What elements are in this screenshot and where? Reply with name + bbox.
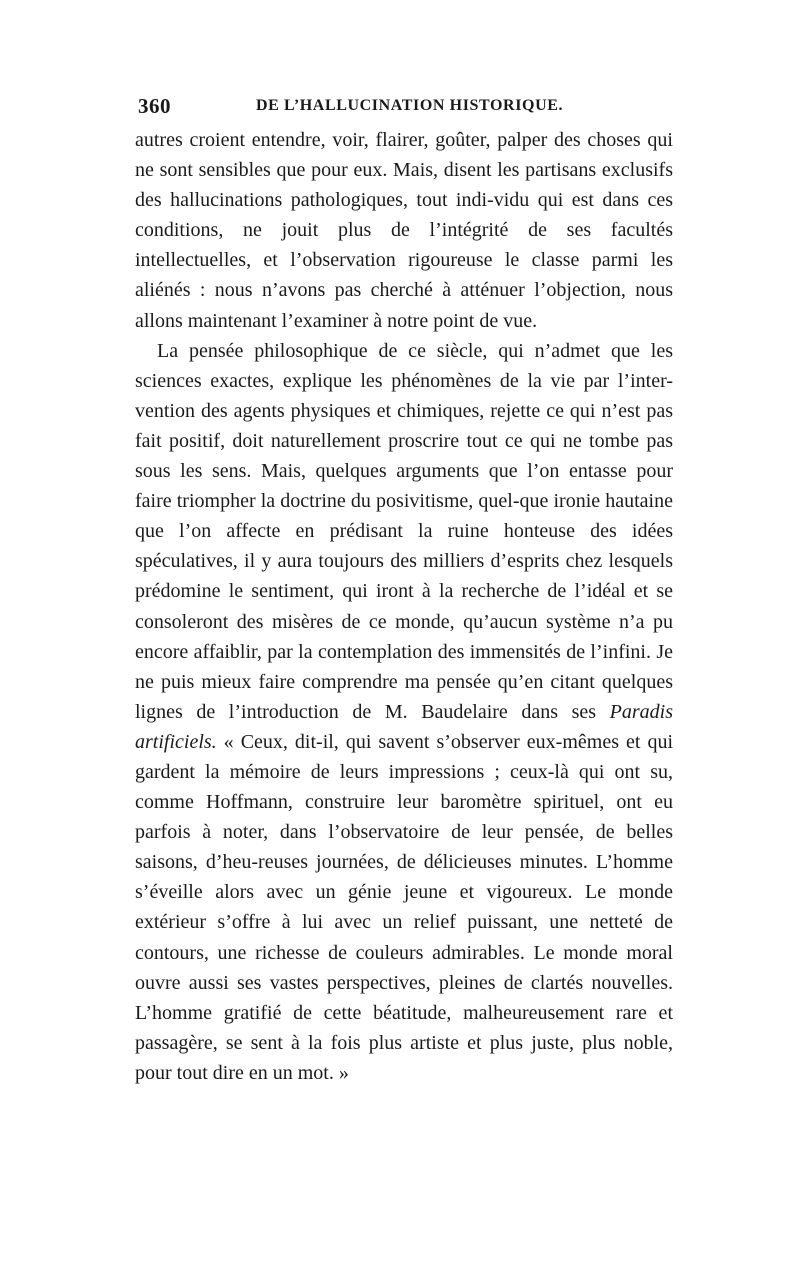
book-title-italic: Paradis artificiels.	[135, 700, 673, 753]
page-number: 360	[138, 94, 171, 118]
running-title: DE L’HALLUCINATION HISTORIQUE.	[256, 97, 564, 114]
page-header	[138, 94, 678, 122]
paragraph-2-text-a: La pensée philosophique de ce siècle, qui n’admet que les sciences exactes, explique les phénomènes de la vie par l’inter-vention des agents physiques et chimiques, rejette ce qui n’est pas fait positif, doit naturellement proscrire tout ce qui ne tombe pas sous les sens. Mais, quelques arguments que l’on entasse pour faire triompher la doctrine du posivitisme, quel-que ironie hautaine que l’on affecte en prédisant la ruine honteuse des idées spéculatives, il y aura toujours des milliers d’esprits chez lesquels prédomine le sentiment, qui iront à la recherche de l’idéal et se consoleront des misères de ce monde, qu’aucun système n’a pu encore affaiblir, par la contemplation des immensités de l’infini. Je ne puis mieux faire comprendre ma pensée qu’en citant quelques lignes de l’introduction de M. Baudelaire dans ses	[135, 339, 673, 723]
paragraph-2	[135, 336, 673, 1088]
paragraph-1: autres croient entendre, voir, flairer, goûter, palper des choses qui ne sont sensibles que pour eux. Mais, disent les partisans exclusifs des hallucinations pathologiques, tout indi-vidu qui est dans ces conditions, ne jouit plus de l’intégrité de ses facultés intellectuelles, et l’observation rigoureuse le classe parmi les aliénés : nous n’avons pas cherché à atténuer l’objection, nous allons maintenant l’examiner à notre point de vue.	[135, 129, 673, 332]
body-text	[135, 125, 673, 1088]
paragraph-2-text-b: « Ceux, dit-il, qui savent s’observer eux-mêmes et qui gardent la mémoire de leurs impressions ; ceux-là qui ont su, comme Hoffmann, construire leur baromètre spirituel, ont eu parfois à noter, dans l’observatoire de leur pensée, de belles saisons, d’heu-reuses journées, de délicieuses minutes. L’homme s’éveille alors avec un génie jeune et vigoureux. Le monde extérieur s’offre à lui avec un relief puissant, une netteté de contours, une richesse de couleurs admirables. Le monde moral ouvre aussi ses vastes perspectives, pleines de clartés nouvelles. L’homme gratifié de cette béatitude, malheureusement rare et passagère, se sent à la fois plus artiste et plus juste, plus noble, pour tout dire en un mot. »	[135, 730, 673, 1084]
